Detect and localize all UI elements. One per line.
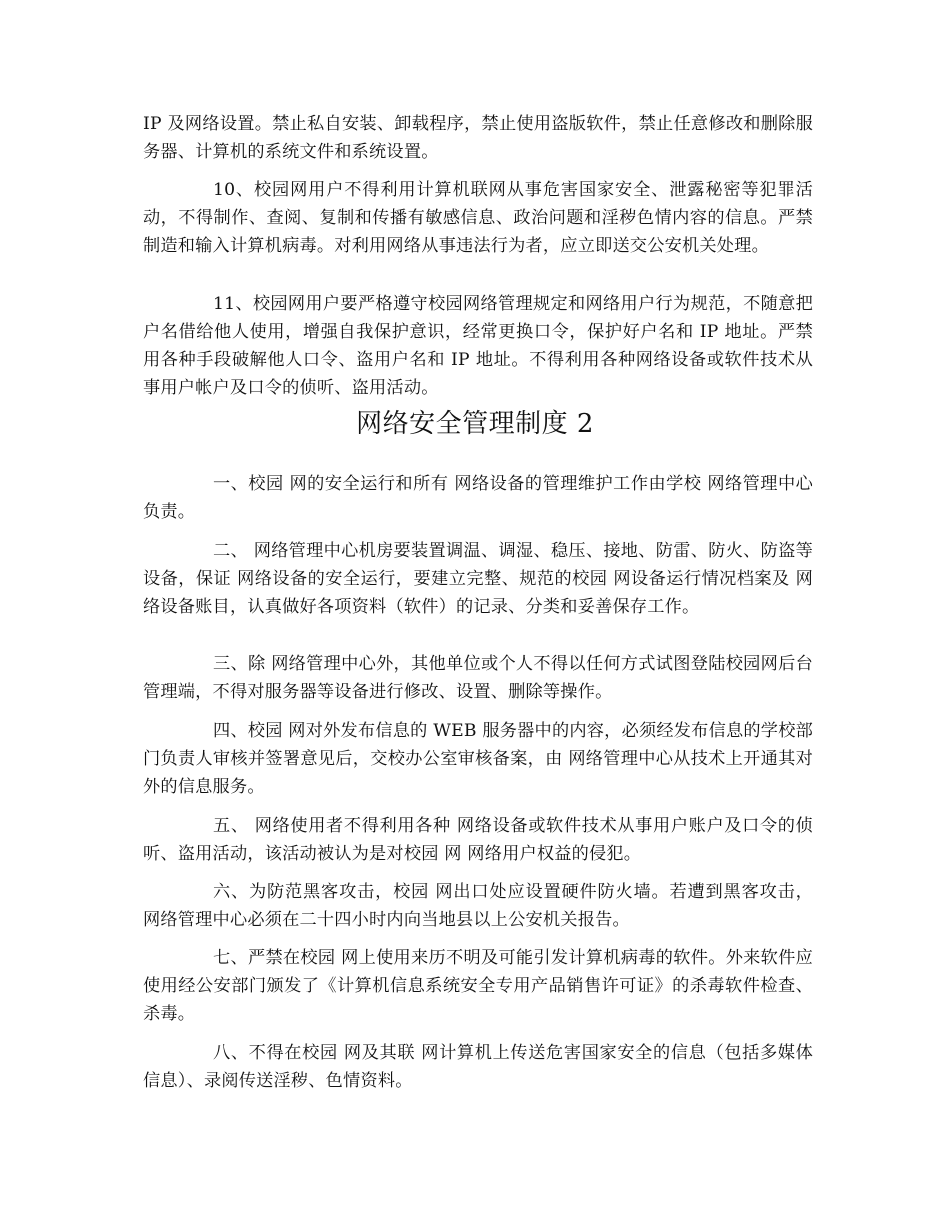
section-paragraph-1	[143, 470, 813, 526]
paragraph: 11、校园网用户要严格遵守校园网络管理规定和网络用户行为规范，不随意把户名借给他人使用，增强自我保护意识，经常更换口令，保护好户名和 IP 地址。严禁用各种手段破解他人口令、盗用户名和 IP 地址。不得利用各种网络设备或软件技术从事用户帐户及口令的侦听、盗用活动。	[143, 294, 813, 398]
section-title: 网络安全管理制度 2	[356, 409, 594, 439]
section-paragraph-2	[143, 537, 813, 621]
section-paragraph-5	[143, 812, 813, 868]
section-paragraph-3	[143, 650, 813, 706]
paragraph: 四、校园 网对外发布信息的 WEB 服务器中的内容，必须经发布信息的学校部门负责人审核并签署意见后，交校办公室审核备案，由 网络管理中心从技术上开通其对外的信息服务。	[143, 721, 813, 797]
paragraph: 一、校园 网的安全运行和所有 网络设备的管理维护工作由学校 网络管理中心负责。	[143, 474, 813, 522]
intro-paragraph-continuation	[143, 110, 813, 166]
intro-paragraph-10	[143, 176, 813, 260]
section-paragraph-8	[143, 1039, 813, 1095]
section-paragraph-6	[143, 878, 813, 934]
paragraph: 七、严禁在校园 网上使用来历不明及可能引发计算机病毒的软件。外来软件应使用经公安部门颁发了《计算机信息系统安全专用产品销售许可证》的杀毒软件检查、杀毒。	[143, 948, 813, 1024]
section-paragraph-4	[143, 717, 813, 801]
paragraph: IP 及网络设置。禁止私自安装、卸载程序，禁止使用盗版软件，禁止任意修改和删除服务器、计算机的系统文件和系统设置。	[143, 114, 813, 162]
paragraph: 八、不得在校园 网及其联 网计算机上传送危害国家安全的信息（包括多媒体信息）、录阅传送淫秽、色情资料。	[143, 1043, 813, 1091]
paragraph: 六、为防范黑客攻击，校园 网出口处应设置硬件防火墙。若遭到黑客攻击， 网络管理中心必须在二十四小时内向当地县以上公安机关报告。	[143, 882, 813, 930]
paragraph: 三、除 网络管理中心外，其他单位或个人不得以任何方式试图登陆校园网后台管理端，不得对服务器等设备进行修改、设置、删除等操作。	[143, 654, 813, 702]
section-paragraph-7	[143, 944, 813, 1028]
paragraph: 五、 网络使用者不得利用各种 网络设备或软件技术从事用户账户及口令的侦听、盗用活动，该活动被认为是对校园 网 网络用户权益的侵犯。	[143, 816, 813, 864]
paragraph: 二、 网络管理中心机房要装置调温、调湿、稳压、接地、防雷、防火、防盗等设备，保证 网络设备的安全运行，要建立完整、规范的校园 网设备运行情况档案及 网络设备账目，认真做好各项资料（软件）的记录、分类和妥善保存工作。	[143, 541, 813, 617]
paragraph: 10、校园网用户不得利用计算机联网从事危害国家安全、泄露秘密等犯罪活动，不得制作、查阅、复制和传播有敏感信息、政治问题和淫秽色情内容的信息。严禁制造和输入计算机病毒。对利用网络从事违法行为者，应立即送交公安机关处理。	[143, 180, 813, 256]
intro-paragraph-11	[143, 290, 813, 402]
